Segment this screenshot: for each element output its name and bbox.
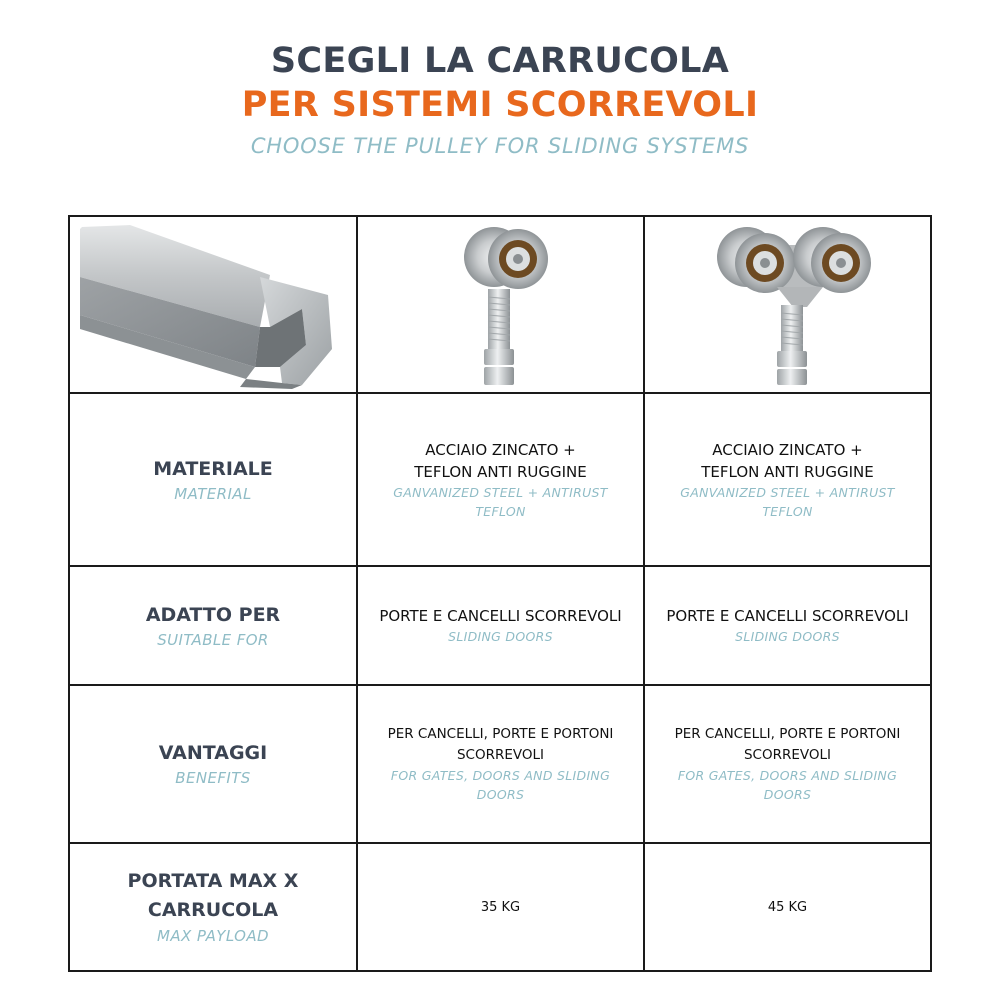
value-suitable-double-en: SLIDING DOORS xyxy=(735,629,840,644)
value-suitable-single: PORTE E CANCELLI SCORREVOLI xyxy=(379,607,622,625)
value-benefits-single: PER CANCELLI, PORTE E PORTONI SCORREVOLI xyxy=(387,726,614,763)
value-cell-payload-double xyxy=(645,844,930,970)
label-payload-en: MAX PAYLOAD xyxy=(157,927,269,945)
label-suitable: ADATTO PER xyxy=(145,603,281,626)
value-cell-benefits-double xyxy=(645,686,930,844)
label-suitable-en: SUITABLE FOR xyxy=(157,630,269,649)
subtitle: CHOOSE THE PULLEY FOR SLIDING SYSTEMS xyxy=(250,134,750,158)
value-cell-payload-single xyxy=(358,844,645,970)
label-payload: PORTATA MAX X CARRUCOLA xyxy=(127,870,299,921)
value-suitable-single-en: SLIDING DOORS xyxy=(448,629,553,644)
label-cell-payload xyxy=(70,844,358,970)
value-material-double: ACCIAIO ZINCATO + TEFLON ANTI RUGGINE xyxy=(701,440,874,481)
label-material: MATERIALE xyxy=(153,457,273,480)
single-pulley-image-cell xyxy=(358,217,645,394)
value-material-single: ACCIAIO ZINCATO + TEFLON ANTI RUGGINE xyxy=(414,440,587,481)
value-payload-single: 35 KG xyxy=(480,899,521,915)
label-cell-suitable xyxy=(70,567,358,686)
label-benefits-en: BENEFITS xyxy=(175,769,251,787)
value-payload-double: 45 KG xyxy=(767,899,808,915)
value-material-double-en: GANVANIZED STEEL + ANTIRUST TEFLON xyxy=(680,484,895,519)
single-wheel-pulley-image xyxy=(358,217,643,392)
value-material-single-en: GANVANIZED STEEL + ANTIRUST TEFLON xyxy=(393,484,608,519)
rail-image-cell xyxy=(70,217,358,394)
label-material-en: MATERIAL xyxy=(174,484,252,503)
value-benefits-double-en: FOR GATES, DOORS AND SLIDING DOORS xyxy=(677,768,898,802)
value-benefits-single-en: FOR GATES, DOORS AND SLIDING DOORS xyxy=(390,768,611,802)
comparison-table xyxy=(68,215,932,972)
value-benefits-double: PER CANCELLI, PORTE E PORTONI SCORREVOLI xyxy=(674,726,901,763)
double-pulley-image-cell xyxy=(645,217,930,394)
label-cell-material xyxy=(70,394,358,567)
value-cell-benefits-single xyxy=(358,686,645,844)
title-line-1: SCEGLI LA CARRUCOLA xyxy=(270,41,730,81)
value-cell-suitable-double xyxy=(645,567,930,686)
title-line-2: PER SISTEMI SCORREVOLI xyxy=(241,85,759,125)
galvanized-steel-rail-image xyxy=(70,217,356,392)
label-cell-benefits xyxy=(70,686,358,844)
value-cell-material-single xyxy=(358,394,645,567)
double-wheel-pulley-image xyxy=(645,217,930,392)
header xyxy=(0,38,1000,162)
value-cell-suitable-single xyxy=(358,567,645,686)
value-cell-material-double xyxy=(645,394,930,567)
label-benefits: VANTAGGI xyxy=(158,742,268,764)
value-suitable-double: PORTE E CANCELLI SCORREVOLI xyxy=(666,607,909,625)
